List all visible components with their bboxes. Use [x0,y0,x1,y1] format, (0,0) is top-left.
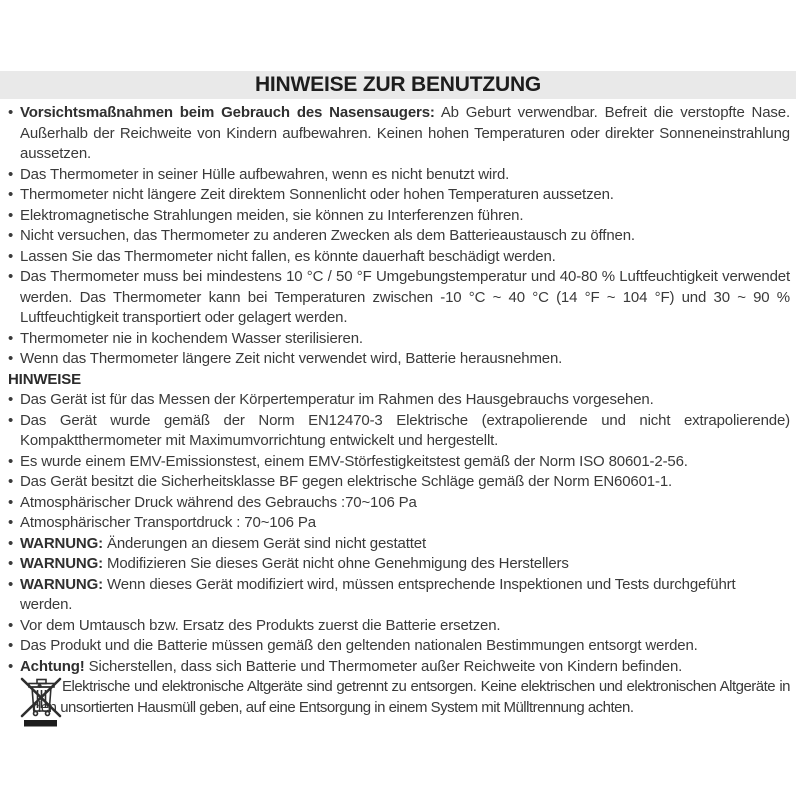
item-text: Modifizieren Sie dieses Gerät nicht ohne Genehmigung des Herstellers [107,555,569,572]
item-text: Das Thermometer in seiner Hülle aufbewahren, wenn es nicht benutzt wird. [20,165,510,183]
list-item [8,349,790,370]
item-text: Atmosphärischer Transportdruck : 70~106 Pa [20,514,316,531]
item-text: Sicherstellen, dass sich Batterie und Thermometer außer Reichweite von Kindern befinden. [88,657,683,675]
list-item [8,411,790,452]
item-text: Vor dem Umtausch bzw. Ersatz des Produkts zuerst die Batterie ersetzen. [20,616,501,634]
item-text: Das Gerät wurde gemäß der Norm EN12470-3 Elektrische (extrapolierende und nicht extrapolierende) Kompaktthermometer mit Maximumvorrichtung entwickelt und hergestellt. [20,411,790,449]
item-text: Elektrische und elektronische Altgeräte sind getrennt zu entsorgen. Keine elektrischen und elektronischen Altgeräte in den unsortierten Hausmüll geben, auf eine Entsorgung in einem System mit Mülltrennung achten. [33,678,790,716]
item-text: Atmosphärischer Druck während des Gebrauchs :70~106 Pa [20,493,417,511]
item-text: Elektromagnetische Strahlungen meiden, sie können zu Interferenzen führen. [20,206,524,224]
list-item [8,267,790,329]
weee-crossed-out-bin-icon [19,675,65,727]
item-lead: Vorsichtsmaßnahmen beim Gebrauch des Nasensaugers: [20,104,435,121]
item-text: Thermometer nie in kochendem Wasser sterilisieren. [20,329,363,347]
item-text: Ab Geburt verwendbar. Befreit die verstopfte Nase. Außerhalb der Reichweite von Kindern aufbewahren. Keinen hohen Temperaturen oder direkter Sonneneinstrahlung aussetzen. [20,104,790,162]
item-text: Lassen Sie das Thermometer nicht fallen, es könnte dauerhaft beschädigt werden. [20,247,556,265]
item-text: Das Produkt und die Batterie müssen gemäß den geltenden nationalen Bestimmungen entsorgt werden. [20,637,698,654]
section-heading: HINWEISE [8,370,81,388]
list-item-warning [8,534,790,555]
item-lead: WARNUNG: [20,555,103,572]
item-text: Das Gerät ist für das Messen der Körpertemperatur im Rahmen des Hausgebrauchs vorgesehen. [20,391,654,408]
list-item [8,247,790,268]
list-item [8,452,790,473]
list-item [8,103,790,165]
list-item [8,390,790,411]
list-item [8,472,790,493]
list-item [8,616,790,637]
list-item [8,329,790,350]
list-item [8,206,790,227]
list-item [8,165,790,186]
section-title-bar [0,71,796,99]
list-item [8,513,790,534]
item-text: Änderungen an diesem Gerät sind nicht gestattet [107,534,426,552]
list-item-weee-disposal [8,677,790,718]
list-item [8,493,790,514]
item-lead: WARNUNG: [20,534,103,552]
list-item [8,185,790,206]
list-item-warning [8,554,790,575]
item-text: Es wurde einem EMV-Emissionstest, einem EMV-Störfestigkeitstest gemäß der Norm ISO 80601-2-56. [20,452,688,470]
list-item [8,226,790,247]
page-title: HINWEISE ZUR BENUTZUNG [254,73,542,96]
item-lead: WARNUNG: [20,575,103,593]
list-item-caution [8,657,790,678]
manual-text-content [8,103,790,718]
item-text: Thermometer nicht längere Zeit direktem Sonnenlicht oder hohen Temperaturen aussetzen. [20,186,614,203]
list-item [8,636,790,657]
item-text: Wenn das Thermometer längere Zeit nicht verwendet wird, Batterie herausnehmen. [20,350,563,367]
item-lead: Achtung! [20,657,85,675]
item-text: Nicht versuchen, das Thermometer zu anderen Zwecken als dem Batterieaustausch zu öffnen. [20,227,635,244]
item-text: Das Gerät besitzt die Sicherheitsklasse BF gegen elektrische Schläge gemäß der Norm EN60601-1. [20,473,673,490]
item-text: Das Thermometer muss bei mindestens 10 °C / 50 °F Umgebungstemperatur und 40-80 % Luftfeuchtigkeit verwendet werden. Das Thermometer kann bei Temperaturen zwischen -10 °C ~ 40 °C (14 °F ~ 104 °F) und 30 ~ 90 % Luftfeuchtigkeit transportiert oder gelagert werden. [20,268,790,326]
item-text: Wenn dieses Gerät modifiziert wird, müssen entsprechende Inspektionen und Tests durchgeführt werden. [20,575,736,613]
list-item-warning [8,575,790,616]
